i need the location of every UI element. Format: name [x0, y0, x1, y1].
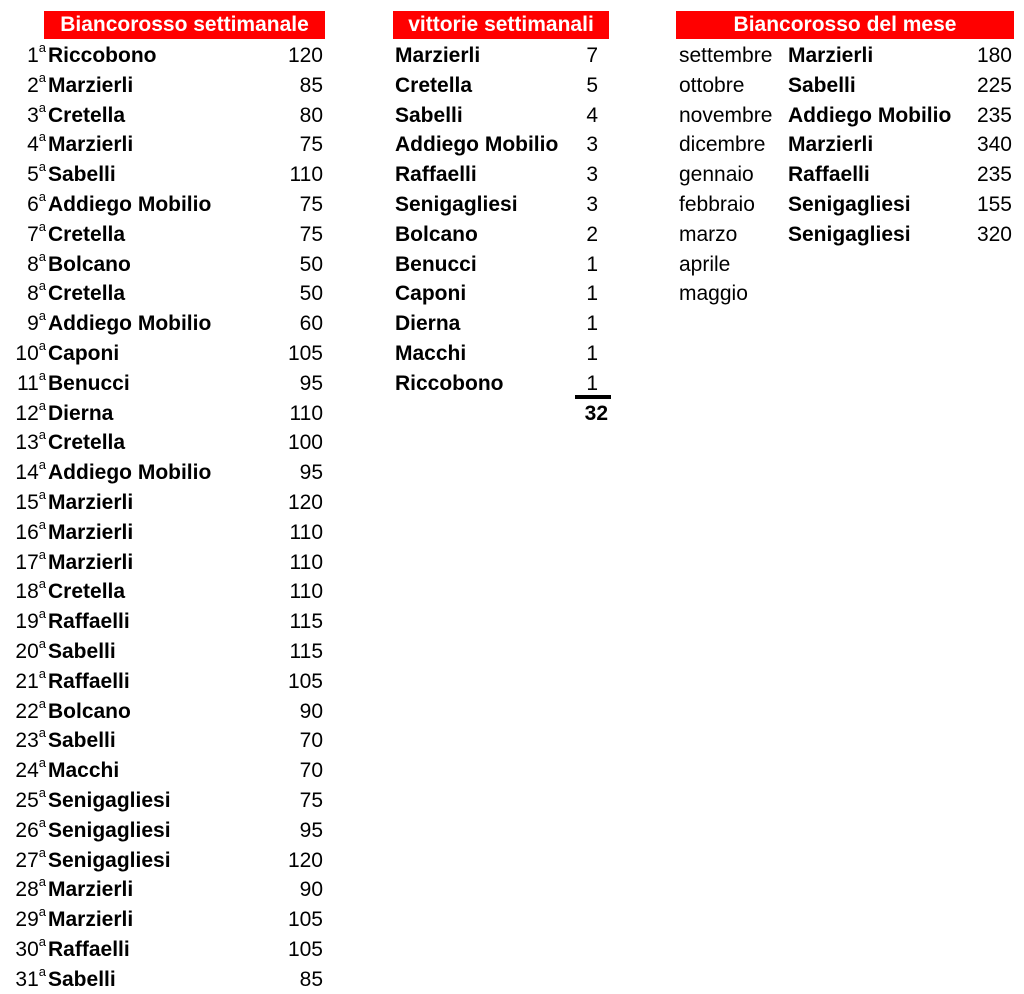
ordinal-suffix: a — [38, 367, 46, 383]
week-ordinal — [0, 875, 46, 904]
week-score: 120 — [287, 44, 323, 67]
week-ordinal — [0, 220, 46, 249]
week-score: 95 — [299, 461, 323, 485]
ordinal-suffix: a — [38, 487, 46, 502]
month-score: 225 — [976, 73, 1012, 97]
week-number: 11 — [16, 371, 39, 395]
week-number: 25 — [15, 789, 39, 812]
ordinal-suffix: a — [38, 934, 46, 949]
week-number: 17 — [15, 550, 39, 574]
week-winner-name: Cretella — [48, 103, 126, 127]
week-ordinal — [0, 577, 46, 606]
ordinal-suffix: a — [38, 308, 46, 324]
ordinal-suffix: a — [38, 636, 46, 651]
month-label: dicembre — [679, 133, 766, 157]
week-score: 115 — [289, 640, 323, 663]
week-ordinal — [0, 190, 46, 219]
week-winner-name: Senigagliesi — [48, 848, 171, 872]
week-score: 70 — [299, 759, 323, 783]
week-number: 2 — [27, 73, 39, 97]
month-label: novembre — [679, 103, 773, 127]
week-ordinal — [0, 160, 46, 189]
week-ordinal — [0, 667, 46, 696]
wins-total: 32 — [584, 402, 608, 425]
ordinal-suffix: a — [38, 606, 46, 622]
week-score: 85 — [299, 73, 323, 97]
ordinal-suffix: a — [38, 755, 46, 771]
week-number: 8 — [27, 252, 39, 276]
week-winner-name: Raffaelli — [48, 938, 130, 961]
wins-table-title: vittorie settimanali — [393, 11, 609, 39]
ordinal-suffix: a — [38, 189, 46, 204]
ordinal-suffix: a — [38, 248, 46, 264]
week-number: 10 — [15, 342, 39, 365]
week-score: 120 — [287, 491, 323, 514]
week-winner-name: Sabelli — [48, 729, 116, 753]
week-ordinal — [0, 279, 46, 308]
month-score: 235 — [976, 103, 1012, 127]
week-number: 29 — [15, 908, 39, 932]
week-ordinal — [0, 488, 46, 517]
week-ordinal — [0, 548, 46, 577]
week-ordinal — [0, 935, 46, 964]
week-ordinal — [0, 637, 46, 666]
week-score: 110 — [289, 580, 323, 604]
month-winner-name: Senigagliesi — [788, 222, 911, 246]
week-ordinal — [0, 41, 46, 70]
week-score: 115 — [289, 610, 323, 634]
week-winner-name: Cretella — [48, 431, 126, 455]
week-number: 7 — [27, 222, 39, 246]
wins-count: 4 — [586, 103, 598, 127]
week-winner-name: Caponi — [48, 342, 120, 365]
week-winner-name: Marzierli — [48, 73, 134, 97]
wins-player-name: Caponi — [395, 282, 467, 306]
week-score: 105 — [287, 342, 323, 365]
wins-player-name: Cretella — [395, 73, 473, 97]
wins-player-name: Riccobono — [395, 371, 504, 395]
week-score: 110 — [289, 163, 323, 187]
ordinal-suffix: a — [38, 695, 46, 711]
week-score: 75 — [299, 222, 323, 246]
month-label: marzo — [679, 222, 738, 246]
week-ordinal — [0, 786, 46, 815]
ordinal-suffix: a — [38, 546, 46, 562]
ordinal-suffix: a — [38, 427, 46, 443]
week-number: 23 — [15, 729, 39, 753]
month-label: febbraio — [679, 193, 755, 216]
wins-player-name: Addiego Mobilio — [395, 133, 559, 157]
week-winner-name: Addiego Mobilio — [48, 461, 212, 485]
week-score: 105 — [287, 908, 323, 932]
wins-player-name: Raffaelli — [395, 163, 477, 187]
wins-count: 1 — [586, 312, 598, 336]
month-winner-name — [788, 279, 968, 308]
week-winner-name: Marzierli — [48, 133, 134, 157]
week-winner-name: Marzierli — [48, 878, 134, 902]
wins-player-name: Sabelli — [395, 103, 463, 127]
week-winner-name: Sabelli — [48, 640, 116, 663]
month-winner-name: Marzierli — [788, 44, 874, 67]
week-score: 110 — [289, 550, 323, 574]
week-ordinal — [0, 369, 46, 398]
week-winner-name: Dierna — [48, 401, 114, 425]
ordinal-suffix: a — [38, 844, 46, 860]
ordinal-suffix: a — [38, 814, 46, 830]
week-ordinal — [0, 756, 46, 785]
week-winner-name: Marzierli — [48, 550, 134, 574]
ordinal-suffix: a — [38, 129, 46, 145]
week-winner-name: Sabelli — [48, 967, 116, 991]
week-ordinal — [0, 130, 46, 159]
month-label: ottobre — [679, 73, 745, 97]
week-winner-name: Raffaelli — [48, 669, 130, 693]
week-number: 15 — [15, 491, 39, 514]
ordinal-suffix: a — [38, 874, 46, 890]
week-score: 85 — [299, 967, 323, 991]
wins-count: 1 — [586, 252, 598, 276]
month-label: aprile — [679, 252, 731, 276]
ordinal-suffix: a — [38, 69, 46, 85]
month-score: 180 — [976, 44, 1012, 67]
week-number: 20 — [15, 640, 39, 663]
week-number: 30 — [15, 938, 39, 961]
week-ordinal — [0, 518, 46, 547]
week-number: 1 — [27, 44, 39, 67]
week-winner-name: Macchi — [48, 759, 120, 783]
week-winner-name: Benucci — [48, 371, 130, 395]
week-score: 95 — [299, 371, 323, 395]
month-winner-name: Raffaelli — [788, 163, 870, 187]
week-winner-name: Riccobono — [48, 44, 157, 67]
week-ordinal — [0, 607, 46, 636]
wins-player-name: Macchi — [395, 342, 467, 365]
week-number: 28 — [15, 878, 39, 902]
week-number: 18 — [15, 580, 39, 604]
week-winner-name: Cretella — [48, 222, 126, 246]
week-ordinal — [0, 428, 46, 457]
week-score: 60 — [299, 312, 323, 336]
week-winner-name: Sabelli — [48, 163, 116, 187]
ordinal-suffix: a — [38, 99, 46, 115]
week-winner-name: Senigagliesi — [48, 789, 171, 812]
week-ordinal — [0, 726, 46, 755]
month-label: maggio — [679, 282, 748, 306]
week-ordinal — [0, 101, 46, 130]
month-score: 155 — [976, 193, 1012, 216]
wins-player-name: Marzierli — [395, 44, 481, 67]
month-score — [950, 250, 1012, 279]
week-number: 6 — [27, 193, 39, 216]
week-ordinal — [0, 846, 46, 875]
week-score: 90 — [299, 878, 323, 902]
wins-count: 1 — [586, 371, 598, 395]
week-score: 80 — [299, 103, 323, 127]
week-score: 75 — [299, 193, 323, 216]
wins-count: 1 — [586, 282, 598, 306]
wins-count: 2 — [586, 222, 598, 246]
month-score — [950, 279, 1012, 308]
week-ordinal — [0, 339, 46, 368]
week-score: 110 — [289, 401, 323, 425]
week-number: 26 — [15, 818, 39, 842]
week-winner-name: Marzierli — [48, 491, 134, 514]
wins-player-name: Dierna — [395, 312, 461, 336]
week-number: 24 — [15, 759, 39, 783]
monthly-table-title: Biancorosso del mese — [676, 11, 1014, 39]
month-score: 320 — [976, 222, 1012, 246]
week-score: 110 — [289, 520, 323, 544]
ordinal-suffix: a — [38, 576, 46, 592]
week-score: 90 — [299, 699, 323, 723]
ordinal-suffix: a — [38, 904, 46, 920]
week-score: 100 — [287, 431, 323, 455]
ordinal-suffix: a — [38, 516, 46, 532]
ordinal-suffix: a — [38, 785, 46, 800]
week-number: 14 — [15, 461, 39, 485]
month-label: gennaio — [679, 163, 754, 187]
wins-count: 5 — [586, 73, 598, 97]
week-score: 75 — [299, 789, 323, 812]
week-winner-name: Bolcano — [48, 699, 131, 723]
week-number: 31 — [15, 967, 39, 991]
weekly-table-title: Biancorosso settimanale — [44, 11, 325, 39]
wins-count: 7 — [586, 44, 598, 67]
week-number: 27 — [15, 848, 39, 872]
ordinal-suffix: a — [38, 159, 46, 175]
ordinal-suffix: a — [38, 725, 46, 741]
wins-count: 1 — [586, 342, 598, 365]
ordinal-suffix: a — [38, 665, 46, 681]
week-winner-name: Senigagliesi — [48, 818, 171, 842]
week-ordinal — [0, 816, 46, 845]
wins-count: 3 — [586, 193, 598, 216]
week-score: 105 — [287, 938, 323, 961]
week-number: 22 — [15, 699, 39, 723]
ordinal-suffix: a — [38, 218, 46, 234]
month-winner-name: Addiego Mobilio — [788, 103, 952, 127]
week-ordinal — [0, 71, 46, 100]
week-number: 9 — [27, 312, 39, 336]
week-winner-name: Addiego Mobilio — [48, 312, 212, 336]
ordinal-suffix: a — [38, 40, 46, 55]
month-score: 340 — [976, 133, 1012, 157]
week-number: 4 — [27, 133, 39, 157]
week-ordinal — [0, 697, 46, 726]
week-number: 8 — [27, 282, 39, 306]
week-winner-name: Marzierli — [48, 520, 134, 544]
month-label: settembre — [679, 44, 773, 67]
wins-player-name: Bolcano — [395, 222, 478, 246]
week-ordinal — [0, 250, 46, 279]
week-score: 105 — [287, 669, 323, 693]
week-number: 21 — [15, 669, 39, 693]
wins-count: 3 — [586, 133, 598, 157]
ordinal-suffix: a — [38, 963, 46, 979]
week-number: 19 — [15, 610, 39, 634]
week-ordinal — [0, 905, 46, 934]
week-ordinal — [0, 399, 46, 428]
wins-player-name: Senigagliesi — [395, 193, 518, 216]
week-winner-name: Addiego Mobilio — [48, 193, 212, 216]
week-winner-name: Marzierli — [48, 908, 134, 932]
week-winner-name: Cretella — [48, 282, 126, 306]
week-score: 70 — [299, 729, 323, 753]
week-winner-name: Cretella — [48, 580, 126, 604]
week-score: 95 — [299, 818, 323, 842]
week-number: 13 — [15, 431, 39, 455]
week-ordinal — [0, 458, 46, 487]
month-winner-name: Senigagliesi — [788, 193, 911, 216]
week-ordinal — [0, 965, 46, 994]
week-number: 16 — [15, 520, 39, 544]
ordinal-suffix: a — [38, 278, 46, 294]
month-winner-name — [788, 250, 968, 279]
month-winner-name: Marzierli — [788, 133, 874, 157]
week-winner-name: Bolcano — [48, 252, 131, 276]
ordinal-suffix: a — [38, 457, 46, 473]
week-score: 120 — [287, 848, 323, 872]
month-score: 235 — [976, 163, 1012, 187]
week-ordinal — [0, 309, 46, 338]
week-number: 12 — [15, 401, 39, 425]
week-score: 50 — [299, 252, 323, 276]
week-score: 50 — [299, 282, 323, 306]
week-number: 5 — [27, 163, 39, 187]
week-winner-name: Raffaelli — [48, 610, 130, 634]
week-score: 75 — [299, 133, 323, 157]
wins-player-name: Benucci — [395, 252, 477, 276]
wins-count: 3 — [586, 163, 598, 187]
week-number: 3 — [27, 103, 39, 127]
ordinal-suffix: a — [38, 397, 46, 413]
ordinal-suffix: a — [38, 338, 46, 353]
month-winner-name: Sabelli — [788, 73, 856, 97]
